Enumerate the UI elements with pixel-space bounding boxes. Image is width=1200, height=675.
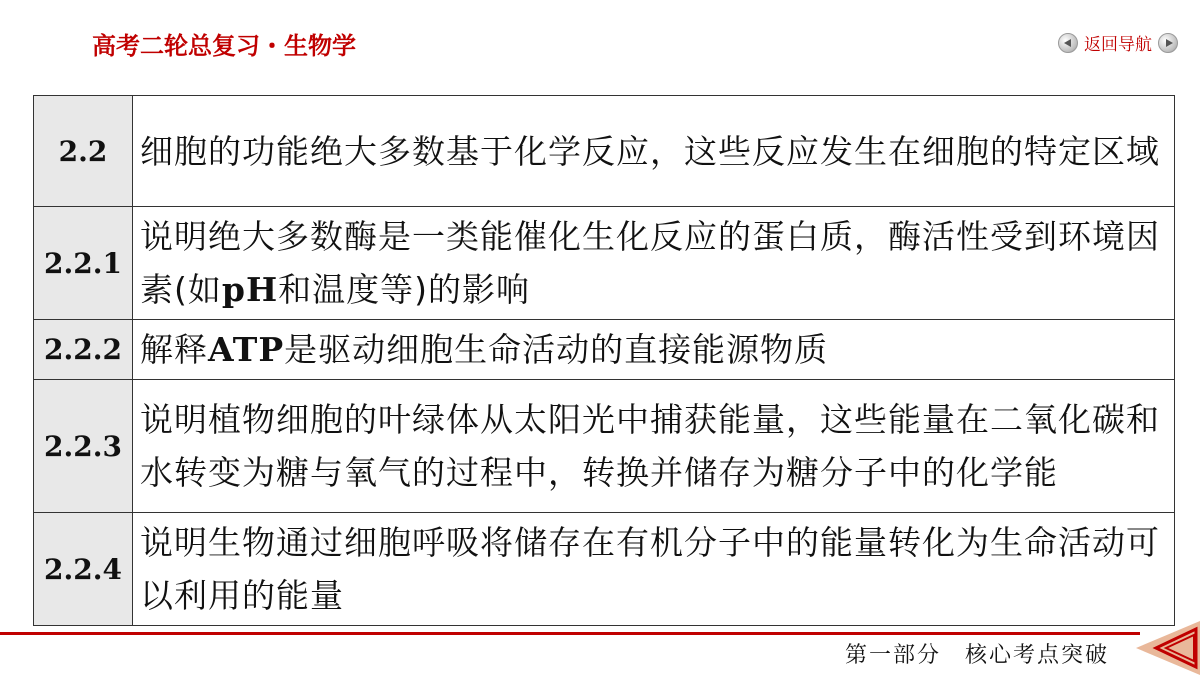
back-arrow-icon[interactable] (1136, 621, 1200, 675)
table-row (34, 380, 1175, 513)
row-code: 2.2.3 (34, 380, 133, 513)
previous-arrow-icon[interactable] (1058, 33, 1078, 53)
row-description (133, 207, 1175, 320)
description-text: 和温度等)的影响 (278, 270, 531, 309)
nav-controls[interactable] (1058, 30, 1178, 55)
course-title: 高考二轮总复习・生物学 (92, 32, 356, 60)
row-code: 2.2.4 (34, 513, 133, 626)
description-term: pH (221, 270, 279, 309)
row-code: 2.2.1 (34, 207, 133, 320)
table-row (34, 207, 1175, 320)
row-description: 说明植物细胞的叶绿体从太阳光中捕获能量，这些能量在二氧化碳和水转变为糖与氧气的过程中，转换并储存为糖分子中的化学能 (133, 380, 1175, 513)
row-code: 2.2 (34, 96, 133, 207)
description-text: 是驱动细胞生命活动的直接能源物质 (284, 330, 829, 369)
footer-divider (0, 632, 1140, 635)
table-row (34, 320, 1175, 380)
description-text: 说明绝大多数酶是一类能催化生化反应的蛋白质，酶活性受到环境因素(如 (140, 217, 1160, 309)
row-description (133, 320, 1175, 380)
table-row (34, 513, 1175, 626)
return-nav-link[interactable]: 返回导航 (1084, 35, 1152, 55)
footer-section-label: 第一部分 核心考点突破 (845, 643, 1110, 668)
description-term: ATP (208, 330, 285, 369)
row-code: 2.2.2 (34, 320, 133, 380)
description-text: 解释 (140, 330, 208, 369)
row-description: 细胞的功能绝大多数基于化学反应，这些反应发生在细胞的特定区域 (133, 96, 1175, 207)
table-row (34, 96, 1175, 207)
next-arrow-icon[interactable] (1158, 33, 1178, 53)
row-description: 说明生物通过细胞呼吸将储存在有机分子中的能量转化为生命活动可以利用的能量 (133, 513, 1175, 626)
curriculum-table (33, 95, 1175, 626)
